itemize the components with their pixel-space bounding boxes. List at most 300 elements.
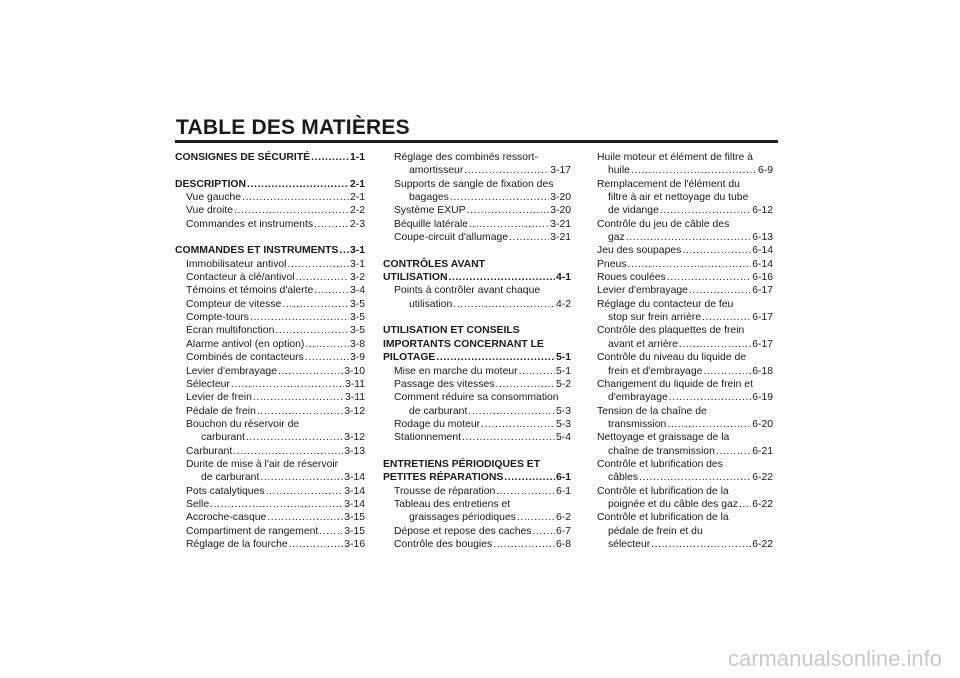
toc-entry-text: Écran multifonction xyxy=(186,325,275,337)
toc-page-number: 3-15 xyxy=(344,525,365,537)
toc-leader-dots xyxy=(626,231,751,244)
toc-entry[interactable] xyxy=(175,405,365,418)
toc-entry[interactable] xyxy=(597,178,773,191)
toc-entry-text: de carburant xyxy=(201,472,260,484)
toc-entry[interactable] xyxy=(383,204,571,217)
toc-leader-dots xyxy=(468,405,555,418)
toc-leader-dots xyxy=(682,244,751,257)
toc-leader-dots xyxy=(517,511,555,524)
toc-section-heading[interactable] xyxy=(383,258,571,271)
toc-page-number: 3-1 xyxy=(349,258,365,270)
toc-section-heading[interactable] xyxy=(175,151,365,164)
toc-page-number: 3-21 xyxy=(550,232,571,244)
toc-entry[interactable] xyxy=(597,284,773,297)
toc-entry-text: Accroche-casque xyxy=(186,512,267,524)
toc-entry-text: Nettoyage et graissage de la xyxy=(597,432,730,444)
toc-page-number: 6-21 xyxy=(752,445,773,457)
toc-leader-dots xyxy=(287,258,348,271)
toc-entry-text: pédale de frein et du xyxy=(608,525,703,537)
toc-entry-text: Selle xyxy=(186,498,210,510)
toc-entry[interactable] xyxy=(597,351,773,364)
toc-entry[interactable] xyxy=(597,338,773,351)
toc-leader-dots xyxy=(689,284,751,297)
toc-entry-text: amortisseur xyxy=(409,165,464,177)
toc-entry[interactable] xyxy=(597,498,773,511)
toc-entry-text: Huile moteur et élément de filtre à xyxy=(597,152,753,163)
toc-entry[interactable] xyxy=(175,311,365,324)
toc-entry[interactable] xyxy=(597,391,773,404)
toc-entry[interactable] xyxy=(597,485,773,498)
toc-spacer xyxy=(383,244,571,257)
toc-leader-dots xyxy=(462,431,555,444)
toc-page-number: 6-7 xyxy=(555,525,571,537)
toc-leader-dots xyxy=(651,538,751,551)
toc-entry-text: Témoins et témoins d'alerte xyxy=(186,285,314,297)
toc-section-heading[interactable] xyxy=(383,338,571,351)
toc-entry[interactable] xyxy=(597,538,773,551)
toc-entry-text: Remplacement de l'élément du xyxy=(597,178,740,190)
toc-page-number: 1-1 xyxy=(349,152,365,163)
toc-page-number: 3-12 xyxy=(344,405,365,417)
toc-entry[interactable] xyxy=(383,498,571,511)
toc-leader-dots xyxy=(314,218,349,231)
toc-entry-text: Contrôle des bougies xyxy=(394,538,493,550)
toc-entry[interactable] xyxy=(383,191,571,204)
toc-page-number: 5-1 xyxy=(555,352,571,364)
toc-entry[interactable] xyxy=(383,418,571,431)
toc-leader-dots xyxy=(231,378,344,391)
toc-entry[interactable] xyxy=(175,525,365,538)
watermark: carmanualsonline.info xyxy=(727,646,942,671)
toc-leader-dots xyxy=(679,338,751,351)
toc-leader-dots xyxy=(296,271,349,284)
toc-entry[interactable] xyxy=(383,485,571,498)
toc-entry-text: Alarme antivol (en option) xyxy=(186,338,305,350)
toc-page-number: 6-8 xyxy=(555,538,571,550)
toc-leader-dots xyxy=(242,191,349,204)
toc-page-number: 6-14 xyxy=(752,258,773,270)
toc-page-number: 2-3 xyxy=(349,218,365,230)
toc-entry-text: câbles xyxy=(608,472,639,484)
toc-entry-text: Contacteur à clé/antivol xyxy=(186,272,295,284)
toc-leader-dots xyxy=(519,365,555,378)
toc-entry-text: Combinés de contacteurs xyxy=(186,352,304,364)
toc-section-heading[interactable] xyxy=(175,178,365,191)
toc-entry-text: COMMANDES ET INSTRUMENTS xyxy=(175,245,339,257)
toc-leader-dots xyxy=(210,498,343,511)
toc-entry-text: Coupe-circuit d'allumage xyxy=(394,232,509,244)
toc-entry[interactable] xyxy=(175,298,365,311)
toc-entry-text: Immobilisateur antivol xyxy=(186,258,287,270)
toc-entry[interactable] xyxy=(175,391,365,404)
toc-entry[interactable] xyxy=(597,525,773,538)
toc-entry[interactable] xyxy=(597,418,773,431)
toc-entry-text: PETITES RÉPARATIONS xyxy=(383,472,504,484)
toc-section-heading[interactable] xyxy=(383,324,571,337)
toc-entry[interactable] xyxy=(383,525,571,538)
toc-page-number: 3-8 xyxy=(349,338,365,350)
toc-entry-text: Jeu des soupapes xyxy=(597,245,682,257)
toc-entry[interactable] xyxy=(597,458,773,471)
toc-leader-dots xyxy=(253,391,344,404)
toc-page-number: 2-1 xyxy=(349,192,365,204)
toc-entry[interactable] xyxy=(175,418,365,431)
toc-entry[interactable] xyxy=(597,324,773,337)
toc-leader-dots xyxy=(509,231,549,244)
toc-entry-text: Réglage des combinés ressort- xyxy=(394,152,538,163)
toc-entry[interactable] xyxy=(383,164,571,177)
toc-entry-text: Stationnement xyxy=(394,432,462,444)
toc-page-number: 6-22 xyxy=(752,472,773,484)
toc-entry-text: Compartiment de rangement xyxy=(186,525,319,537)
toc-leader-dots xyxy=(496,485,555,498)
toc-page-number: 5-3 xyxy=(555,405,571,417)
toc-entry-text: transmission xyxy=(608,418,667,430)
toc-entry[interactable] xyxy=(597,378,773,391)
toc-leader-dots xyxy=(311,151,349,164)
toc-entry-text: Trousse de réparation xyxy=(394,485,496,497)
toc-page-number: 3-2 xyxy=(349,272,365,284)
toc-leader-dots xyxy=(275,324,349,337)
toc-entry[interactable] xyxy=(383,511,571,524)
toc-leader-dots xyxy=(703,365,751,378)
toc-page-number: 3-10 xyxy=(344,365,365,377)
toc-page-number: 5-1 xyxy=(555,365,571,377)
toc-leader-dots xyxy=(234,204,349,217)
toc-entry-text: UTILISATION xyxy=(383,272,448,284)
toc-entry[interactable] xyxy=(383,405,571,418)
toc-page-number: 6-19 xyxy=(752,392,773,404)
toc-page-number: 3-14 xyxy=(344,498,365,510)
toc-entry-text: Roues coulées xyxy=(597,272,666,284)
toc-entry-text: Passage des vitesses xyxy=(394,378,495,390)
toc-section-heading[interactable] xyxy=(175,244,365,257)
toc-entry[interactable] xyxy=(175,218,365,231)
toc-page-number: 3-16 xyxy=(344,538,365,550)
toc-entry[interactable] xyxy=(597,191,773,204)
toc-entry-text: Levier de frein xyxy=(186,392,252,404)
toc-leader-dots xyxy=(319,525,343,538)
toc-page-number: 3-17 xyxy=(550,165,571,177)
toc-entry-text: Pédale de frein xyxy=(186,405,256,417)
toc-spacer xyxy=(383,311,571,324)
toc-entry-text: Système EXUP xyxy=(394,205,466,217)
toc-page-number: 6-1 xyxy=(555,472,571,484)
toc-entry-text: graissages périodiques xyxy=(409,512,516,524)
toc-leader-dots xyxy=(305,338,349,351)
toc-entry[interactable] xyxy=(175,485,365,498)
toc-entry-text: Bouchon du réservoir de xyxy=(186,418,300,430)
toc-entry[interactable] xyxy=(597,471,773,484)
toc-entry-text: Carburant xyxy=(186,445,233,457)
toc-column-3 xyxy=(597,151,773,551)
toc-entry[interactable] xyxy=(597,431,773,444)
toc-entry[interactable] xyxy=(383,378,571,391)
toc-entry-text: huile xyxy=(608,165,630,177)
toc-section-heading[interactable] xyxy=(383,471,571,484)
toc-page-number: 3-13 xyxy=(344,445,365,457)
toc-leader-dots xyxy=(448,271,555,284)
toc-page-number: 2-1 xyxy=(349,178,365,190)
toc-entry-text: carburant xyxy=(201,432,245,444)
toc-page-number: 6-14 xyxy=(752,245,773,257)
toc-page-number: 5-3 xyxy=(555,418,571,430)
toc-entry[interactable] xyxy=(175,204,365,217)
toc-leader-dots xyxy=(702,311,751,324)
toc-page-number: 6-16 xyxy=(752,272,773,284)
toc-entry-text: Supports de sangle de fixation des xyxy=(394,178,554,190)
toc-entry-text: Pots catalytiques xyxy=(186,485,265,497)
toc-leader-dots xyxy=(246,431,343,444)
toc-entry[interactable] xyxy=(597,311,773,324)
toc-leader-dots xyxy=(667,418,751,431)
toc-entry[interactable] xyxy=(175,471,365,484)
toc-page-number: 6-20 xyxy=(752,418,773,430)
toc-page-number: 6-13 xyxy=(752,232,773,244)
toc-entry-text: Contrôle du niveau du liquide de xyxy=(597,352,747,364)
page-title: TABLE DES MATIÈRES xyxy=(176,116,410,139)
toc-entry[interactable] xyxy=(597,511,773,524)
toc-page-number: 4-1 xyxy=(555,272,571,284)
toc-entry[interactable] xyxy=(597,204,773,217)
toc-entry[interactable] xyxy=(175,445,365,458)
toc-entry-text: Levier d'embrayage xyxy=(597,285,688,297)
toc-leader-dots xyxy=(247,178,349,191)
toc-entry[interactable] xyxy=(597,298,773,311)
toc-entry-text: d'embrayage xyxy=(608,392,668,404)
toc-entry[interactable] xyxy=(175,258,365,271)
toc-leader-dots xyxy=(314,284,349,297)
toc-leader-dots xyxy=(233,445,343,458)
toc-leader-dots xyxy=(464,164,549,177)
toc-section-heading[interactable] xyxy=(383,351,571,364)
toc-entry[interactable] xyxy=(597,218,773,231)
toc-page-number: 6-17 xyxy=(752,338,773,350)
toc-leader-dots xyxy=(436,351,555,364)
toc-entry-text: Mise en marche du moteur xyxy=(394,365,518,377)
toc-entry-text: Commandes et instruments xyxy=(186,218,314,230)
toc-entry[interactable] xyxy=(175,498,365,511)
toc-page-number: 3-5 xyxy=(349,325,365,337)
toc-page-number: 3-11 xyxy=(344,378,365,390)
toc-entry[interactable] xyxy=(597,164,773,177)
toc-page-number: 3-15 xyxy=(344,512,365,524)
toc-leader-dots xyxy=(496,378,555,391)
toc-page-number: 6-2 xyxy=(555,512,571,524)
toc-leader-dots xyxy=(504,471,555,484)
toc-entry-text: Tension de la chaîne de xyxy=(597,405,707,417)
toc-entry-text: IMPORTANTS CONCERNANT LE xyxy=(383,338,544,350)
toc-entry-text: Vue droite xyxy=(186,205,233,217)
toc-entry-text: Réglage de la fourche xyxy=(186,538,288,550)
toc-entry-text: DESCRIPTION xyxy=(175,178,247,190)
toc-entry[interactable] xyxy=(383,284,571,297)
toc-page-number: 6-18 xyxy=(752,365,773,377)
toc-entry[interactable] xyxy=(597,405,773,418)
toc-entry-text: Contrôle et lubrification des xyxy=(597,458,723,470)
toc-page-number: 6-17 xyxy=(752,312,773,324)
toc-entry-text: Vue gauche xyxy=(186,192,242,204)
toc-page-number: 3-14 xyxy=(344,472,365,484)
toc-entry[interactable] xyxy=(175,378,365,391)
toc-entry-text: poignée et du câble des gaz xyxy=(608,498,738,510)
toc-page-number: 3-4 xyxy=(349,285,365,297)
toc-entry-text: gaz xyxy=(608,232,625,244)
toc-entry-text: utilisation xyxy=(409,298,453,310)
toc-entry-text: de vidange xyxy=(608,205,659,217)
toc-entry[interactable] xyxy=(175,365,365,378)
toc-leader-dots xyxy=(305,351,349,364)
toc-page-number: 6-22 xyxy=(752,538,773,550)
toc-entry[interactable] xyxy=(597,231,773,244)
toc-page-number: 3-12 xyxy=(344,432,365,444)
toc-entry-text: filtre à air et nettoyage du tube xyxy=(608,192,749,204)
toc-entry-text: sélecteur xyxy=(608,538,651,550)
toc-entry[interactable] xyxy=(383,391,571,404)
toc-entry[interactable] xyxy=(383,218,571,231)
toc-entry-text: PILOTAGE xyxy=(383,352,436,364)
toc-entry-text: Réglage du contacteur de feu xyxy=(597,298,734,310)
toc-entry-text: Dépose et repose des caches xyxy=(394,525,532,537)
toc-leader-dots xyxy=(716,445,751,458)
toc-leader-dots xyxy=(467,204,550,217)
toc-page-number: 5-4 xyxy=(555,432,571,444)
toc-entry[interactable] xyxy=(175,191,365,204)
toc-entry-text: Contrôle et lubrification de la xyxy=(597,512,729,524)
toc-entry[interactable] xyxy=(175,324,365,337)
toc-leader-dots xyxy=(660,204,751,217)
toc-leader-dots xyxy=(282,298,349,311)
toc-entry[interactable] xyxy=(383,365,571,378)
toc-page-number: 3-11 xyxy=(344,392,365,404)
toc-entry[interactable] xyxy=(175,538,365,551)
toc-leader-dots xyxy=(453,298,555,311)
toc-page-number: 3-1 xyxy=(349,245,365,257)
toc-page-number: 3-9 xyxy=(349,352,365,364)
toc-entry-text: Contrôle des plaquettes de frein xyxy=(597,325,745,337)
toc-entry[interactable] xyxy=(175,511,365,524)
toc-entry-text: Levier d'embrayage xyxy=(186,365,277,377)
toc-entry[interactable] xyxy=(597,258,773,271)
toc-page-number: 3-21 xyxy=(550,218,571,230)
toc-entry-text: Points à contrôler avant chaque xyxy=(394,285,541,297)
toc-entry-text: bagages xyxy=(409,192,449,204)
title-rule xyxy=(175,140,778,143)
toc-entry-text: Changement du liquide de frein et xyxy=(597,378,753,390)
toc-entry-text: Compteur de vitesse xyxy=(186,298,282,310)
toc-page-number: 4-2 xyxy=(555,298,571,310)
toc-leader-dots xyxy=(469,218,549,231)
toc-entry[interactable] xyxy=(597,271,773,284)
toc-entry[interactable] xyxy=(597,365,773,378)
toc-spacer xyxy=(383,445,571,458)
toc-leader-dots xyxy=(339,244,349,257)
toc-entry[interactable] xyxy=(383,431,571,444)
toc-leader-dots xyxy=(481,418,555,431)
toc-entry-text: Comment réduire sa consommation xyxy=(394,392,559,404)
toc-entry-text: frein et d'embrayage xyxy=(608,365,703,377)
toc-entry[interactable] xyxy=(175,338,365,351)
toc-column-2 xyxy=(383,151,571,551)
toc-spacer xyxy=(175,231,365,244)
toc-page-number: 6-1 xyxy=(555,485,571,497)
toc-leader-dots xyxy=(667,271,751,284)
toc-entry[interactable] xyxy=(597,151,773,164)
toc-page-number: 6-9 xyxy=(757,165,773,177)
toc-entry-text: chaîne de transmission xyxy=(608,445,715,457)
toc-leader-dots xyxy=(250,311,349,324)
toc-page-number: 3-14 xyxy=(344,485,365,497)
toc-leader-dots xyxy=(450,191,549,204)
toc-entry-text: Pneus xyxy=(597,258,627,270)
toc-page-number: 2-2 xyxy=(349,205,365,217)
toc-entry[interactable] xyxy=(597,244,773,257)
toc-entry-text: avant et arrière xyxy=(608,338,678,350)
toc-entry[interactable] xyxy=(175,458,365,471)
toc-entry[interactable] xyxy=(175,431,365,444)
toc-page-number: 5-2 xyxy=(555,378,571,390)
toc-leader-dots xyxy=(639,471,751,484)
toc-entry-text: ENTRETIENS PÉRIODIQUES ET xyxy=(383,458,541,470)
toc-leader-dots xyxy=(627,258,751,271)
toc-page-number: 3-5 xyxy=(349,298,365,310)
toc-entry[interactable] xyxy=(383,151,571,164)
toc-leader-dots xyxy=(257,405,343,418)
toc-entry-text: Compte-tours xyxy=(186,312,249,324)
toc-entry[interactable] xyxy=(383,178,571,191)
toc-page-number: 3-5 xyxy=(349,312,365,324)
toc-entry[interactable] xyxy=(383,231,571,244)
toc-page-number: 6-17 xyxy=(752,285,773,297)
toc-entry-text: CONTRÔLES AVANT xyxy=(383,258,485,270)
toc-leader-dots xyxy=(532,525,554,538)
toc-entry[interactable] xyxy=(383,298,571,311)
toc-entry-text: Durite de mise à l'air de réservoir xyxy=(186,458,339,470)
toc-leader-dots xyxy=(278,365,343,378)
toc-page-number: 3-20 xyxy=(550,205,571,217)
toc-entry-text: CONSIGNES DE SÉCURITÉ xyxy=(175,152,311,163)
toc-column-1 xyxy=(175,151,365,551)
toc-entry-text: Sélecteur xyxy=(186,378,230,390)
toc-page-number: 6-22 xyxy=(752,498,773,510)
toc-leader-dots xyxy=(260,471,343,484)
toc-entry-text: Contrôle du jeu de câble des xyxy=(597,218,730,230)
toc-page-number: 3-20 xyxy=(550,192,571,204)
toc-entry-text: Tableau des entretiens et xyxy=(394,498,511,510)
toc-leader-dots xyxy=(669,391,751,404)
toc-entry[interactable] xyxy=(597,445,773,458)
toc-entry-text: Béquille latérale xyxy=(394,218,468,230)
toc-spacer xyxy=(175,164,365,177)
toc-leader-dots xyxy=(739,498,751,511)
toc-entry-text: UTILISATION ET CONSEILS xyxy=(383,325,520,337)
toc-entry[interactable] xyxy=(175,284,365,297)
toc-page-number: 6-12 xyxy=(752,205,773,217)
toc-leader-dots xyxy=(266,485,344,498)
toc-entry[interactable] xyxy=(175,351,365,364)
toc-leader-dots xyxy=(267,511,343,524)
toc-section-heading[interactable] xyxy=(383,271,571,284)
toc-entry-text: stop sur frein arrière xyxy=(608,312,701,324)
toc-section-heading[interactable] xyxy=(383,458,571,471)
toc-leader-dots xyxy=(631,164,757,177)
toc-entry[interactable] xyxy=(383,538,571,551)
toc-entry-text: Rodage du moteur xyxy=(394,418,481,430)
toc-entry-text: de carburant xyxy=(409,405,468,417)
toc-leader-dots xyxy=(493,538,555,551)
toc-entry-text: Contrôle et lubrification de la xyxy=(597,485,729,497)
toc-entry[interactable] xyxy=(175,271,365,284)
